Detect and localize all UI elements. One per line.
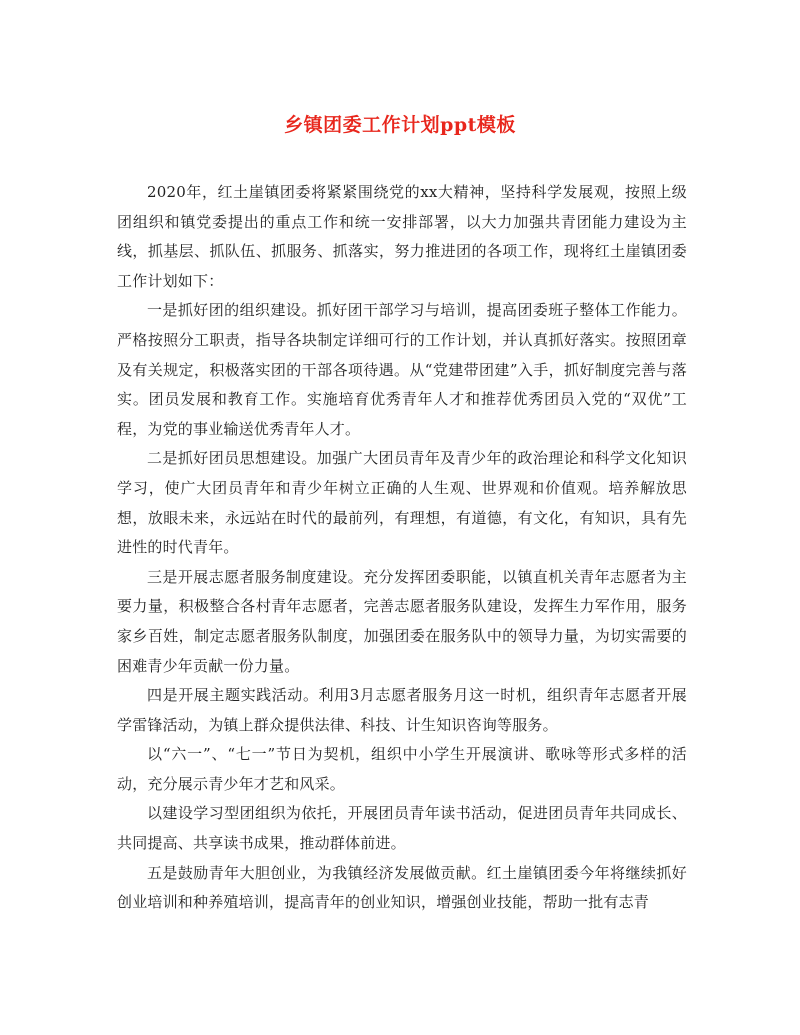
paragraph-entrepreneurship: 五是鼓励青年大胆创业，为我镇经济发展做贡献。红土崖镇团委今年将继续抓好创业培训和种养殖培训，提高青年的创业知识，增强创业技能，帮助一批有志青 [117, 863, 687, 912]
paragraph-activities: 四是开展主题实践活动。利用3月志愿者服务月这一时机，组织青年志愿者开展学雷锋活动，为镇上群众提供法律、科技、计生知识咨询等服务。 [117, 686, 687, 734]
paragraph-organization: 一是抓好团的组织建设。抓好团干部学习与培训，提高团委班子整体工作能力。严格按照分工职责，指导各块制定详细可行的工作计划，并认真抓好落实。按照团章及有关规定，积极落实团的干部各项待遇。从“党建带团建”入手，抓好制度完善与落实。团员发展和教育工作。实施培育优秀青年人才和推荐优秀团员入党的“双优”工程，为党的事业输送优秀青年人才。 [117, 301, 687, 438]
document-title: 乡镇团委工作计划ppt模板 [284, 114, 516, 136]
paragraph-ideology: 二是抓好团员思想建设。加强广大团员青年及青少年的政治理论和科学文化知识学习，使广大团员青年和青少年树立正确的人生观、世界观和价值观。培养解放思想，放眼未来，永远站在时代的最前列，有理想，有道德，有文化，有知识，具有先进性的时代青年。 [117, 449, 687, 557]
paragraph-festivals: 以“六一”、“七一”节日为契机，组织中小学生开展演讲、歌咏等形式多样的活动，充分展示青少年才艺和风采。 [117, 745, 687, 793]
paragraph-intro: 2020年，红土崖镇团委将紧紧围绕党的xx大精神，坚持科学发展观，按照上级团组织和镇党委提出的重点工作和统一安排部署，以大力加强共青团能力建设为主线，抓基层、抓队伍、抓服务、抓落实，努力推进团的各项工作，现将红土崖镇团委工作计划如下： [117, 183, 687, 290]
paragraph-reading: 以建设学习型团组织为依托，开展团员青年读书活动，促进团员青年共同成长、共同提高、共享读书成果，推动群体前进。 [117, 804, 687, 853]
document-body [117, 178, 687, 918]
paragraph-volunteer: 三是开展志愿者服务制度建设。充分发挥团委职能，以镇直机关青年志愿者为主要力量，积极整合各村青年志愿者，完善志愿者服务队建设，发挥生力军作用，服务家乡百姓，制定志愿者服务队制度，加强团委在服务队中的领导力量，为切实需要的困难青少年贡献一份力量。 [117, 567, 687, 675]
